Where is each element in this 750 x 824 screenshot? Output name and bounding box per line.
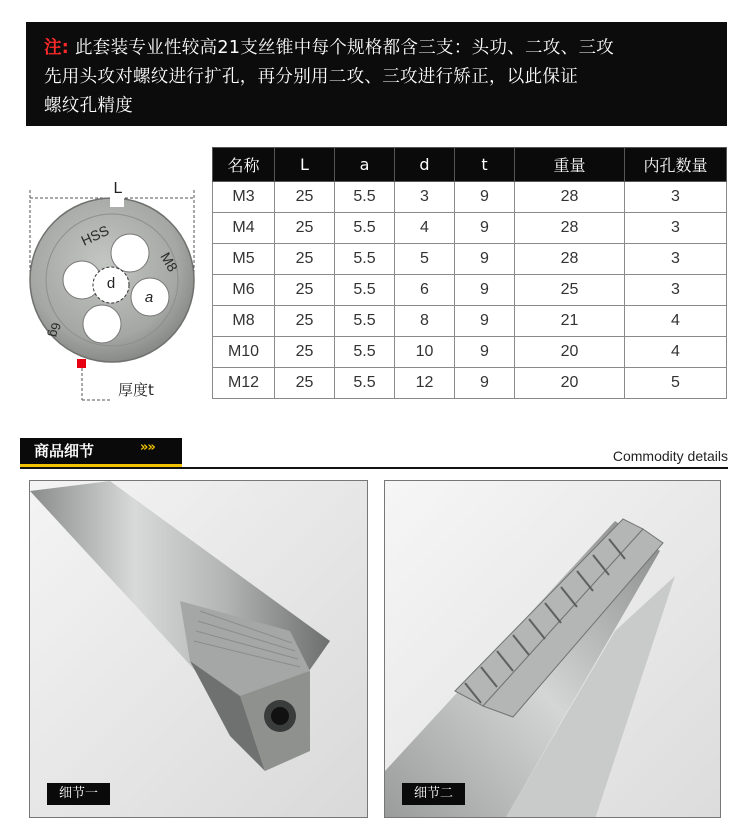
cell: 5.5 — [335, 337, 395, 368]
cell: M8 — [213, 306, 275, 337]
table-row — [213, 368, 727, 399]
table-row — [213, 213, 727, 244]
cell: 5.5 — [335, 182, 395, 213]
notice-line-2: 先用头攻对螺纹进行扩孔，再分别用二攻、三攻进行矫正，以此保证 — [44, 67, 578, 87]
spec-table — [212, 147, 727, 399]
cell: 5 — [625, 368, 727, 399]
cell: 5.5 — [335, 275, 395, 306]
header-weight: 重量 — [515, 148, 625, 182]
cell: 9 — [455, 306, 515, 337]
table-row — [213, 182, 727, 213]
table-row — [213, 337, 727, 368]
table-row — [213, 275, 727, 306]
cell: 9 — [455, 368, 515, 399]
cell: 9 — [455, 182, 515, 213]
cell: 25 — [275, 275, 335, 306]
notice-line-1 — [44, 34, 711, 63]
cell: 5.5 — [335, 213, 395, 244]
cell: 9 — [455, 244, 515, 275]
cell: 6 — [395, 275, 455, 306]
d-label: d — [106, 275, 116, 292]
header-t: t — [455, 148, 515, 182]
grade-engraving: 6g — [46, 321, 64, 339]
cell: 5 — [395, 244, 455, 275]
header-l: L — [275, 148, 335, 182]
detail-photo-1 — [29, 480, 368, 818]
table-header-row — [213, 148, 727, 182]
cell: 3 — [625, 182, 727, 213]
cell: 3 — [625, 275, 727, 306]
cell: 12 — [395, 368, 455, 399]
photo-1-caption: 细节一 — [47, 783, 110, 805]
details-english-title: Commodity details — [612, 448, 728, 464]
cell: 25 — [275, 213, 335, 244]
cell: 25 — [275, 306, 335, 337]
cell: M12 — [213, 368, 275, 399]
cell: M3 — [213, 182, 275, 213]
tap-thread-image — [385, 481, 721, 818]
table-row — [213, 306, 727, 337]
cell: M4 — [213, 213, 275, 244]
cell: 3 — [625, 213, 727, 244]
cell: 4 — [625, 306, 727, 337]
header-hole-count: 内孔数量 — [625, 148, 727, 182]
die-diagram — [22, 170, 202, 405]
cell: 25 — [275, 337, 335, 368]
thickness-label: 厚度t — [118, 381, 154, 399]
cell: 5.5 — [335, 306, 395, 337]
cell: 3 — [625, 244, 727, 275]
size-engraving: M8 — [157, 249, 181, 275]
notice-banner — [26, 22, 727, 126]
cell: 25 — [275, 244, 335, 275]
cell: 25 — [275, 368, 335, 399]
header-name: 名称 — [213, 148, 275, 182]
cell: 25 — [515, 275, 625, 306]
details-title: 商品细节 — [20, 438, 182, 464]
cell: 28 — [515, 244, 625, 275]
thickness-marker — [77, 359, 86, 368]
header-d: d — [395, 148, 455, 182]
notice-text-1: 此套装专业性较高21支丝锥中每个规格都含三支：头功、二攻、三攻 — [74, 38, 615, 58]
tap-shank-image — [30, 481, 368, 818]
cell: 5.5 — [335, 368, 395, 399]
cell: 28 — [515, 182, 625, 213]
cell: M6 — [213, 275, 275, 306]
photo-2-caption: 细节二 — [402, 783, 465, 805]
notice-line-3: 螺纹孔精度 — [44, 96, 133, 116]
cell: 9 — [455, 275, 515, 306]
cell: 5.5 — [335, 244, 395, 275]
details-header — [20, 438, 728, 472]
details-divider — [20, 467, 728, 469]
cell: 28 — [515, 213, 625, 244]
header-a: a — [335, 148, 395, 182]
cell: 10 — [395, 337, 455, 368]
cell: 4 — [395, 213, 455, 244]
table-row — [213, 244, 727, 275]
cell: M5 — [213, 244, 275, 275]
cell: 21 — [515, 306, 625, 337]
cell: 20 — [515, 368, 625, 399]
detail-photo-2 — [384, 480, 721, 818]
cell: 4 — [625, 337, 727, 368]
cell: 20 — [515, 337, 625, 368]
a-label: a — [144, 289, 154, 306]
notice-label: 注: — [44, 38, 70, 58]
cell: 3 — [395, 182, 455, 213]
chevron-right-icon: »» — [140, 440, 155, 455]
cell: 9 — [455, 213, 515, 244]
length-label: L — [113, 180, 123, 197]
cell: 9 — [455, 337, 515, 368]
cell: 8 — [395, 306, 455, 337]
cell: 25 — [275, 182, 335, 213]
hss-engraving: HSS — [78, 222, 112, 249]
cell: M10 — [213, 337, 275, 368]
